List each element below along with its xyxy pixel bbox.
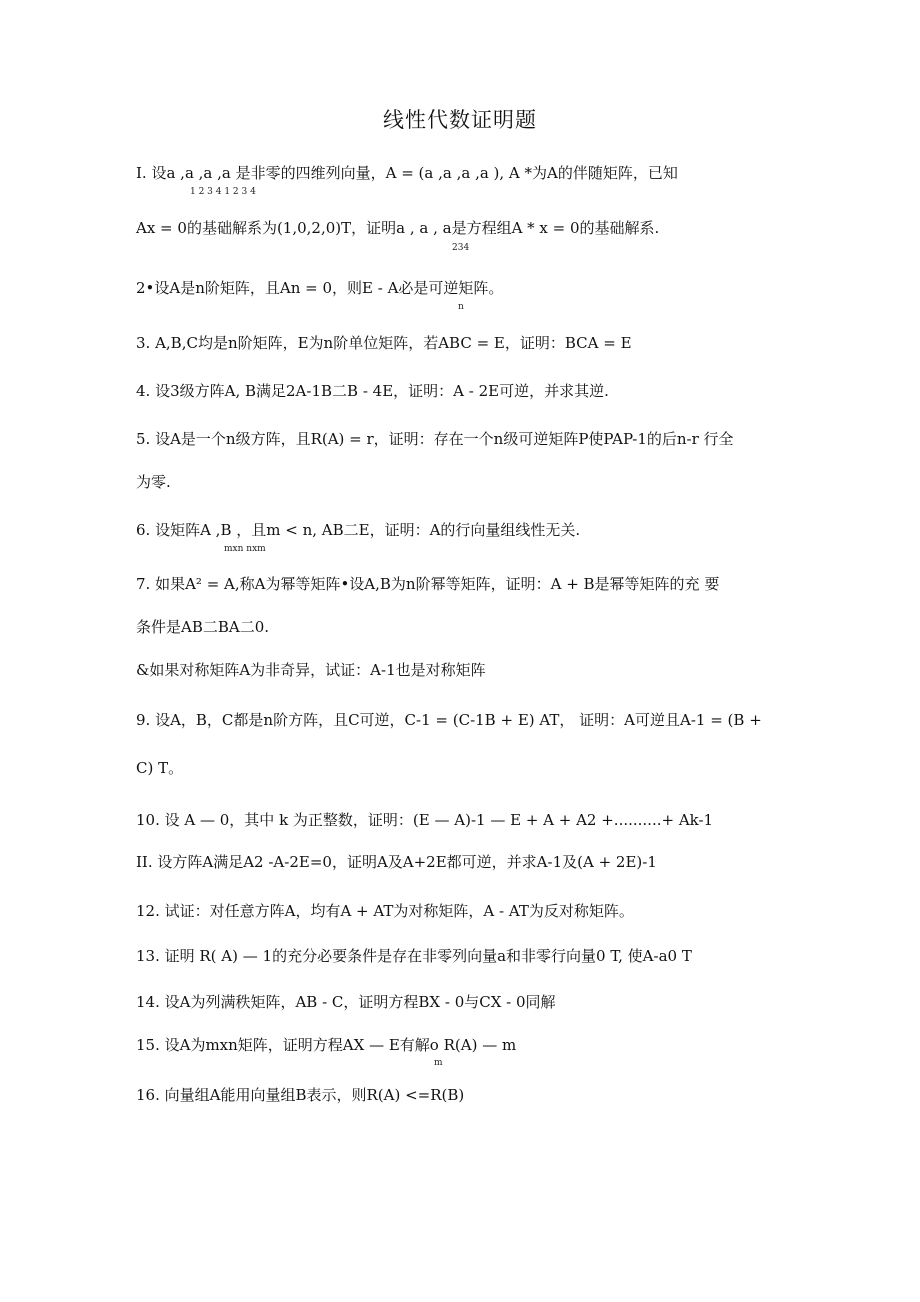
- problem-6: 6. 设矩阵A ,B ，且m < n, AB二E，证明：A的行向量组线性无关.: [136, 521, 581, 539]
- problem-6-subscripts: mxn nxm: [224, 544, 266, 554]
- problem-5-line-2: 为零.: [136, 473, 171, 491]
- problem-9-line-2: C) T。: [136, 759, 184, 777]
- problem-12: 12. 试证：对任意方阵A，均有A + AT为对称矩阵，A - AT为反对称矩阵。: [136, 902, 634, 920]
- problem-15: 15. 设A为mxn矩阵，证明方程AX — E有解o R(A) — m: [136, 1036, 517, 1054]
- problem-5-line-1: 5. 设A是一个n级方阵，且R(A) = r，证明：存在一个n级可逆矩阵P使PAP-1的后n-r 行全: [136, 430, 734, 448]
- problem-13: 13. 证明 R( A) — 1的充分必要条件是存在非零列向量a和非零行向量0 T, 使A-a0 T: [136, 947, 692, 965]
- problem-15-subscript: m: [434, 1058, 443, 1068]
- problem-10: 10. 设 A — 0，其中 k 为正整数，证明：(E — A)-1 — E + A + A2 +..........+ Ak-1: [136, 811, 714, 829]
- problem-1-subscripts: 1 2 3 4 1 2 3 4: [190, 187, 256, 197]
- problem-3: 3. A,B,C均是n阶矩阵，E为n阶单位矩阵，若ABC = E，证明：BCA = E: [136, 334, 632, 352]
- page-title: 线性代数证明题: [383, 108, 537, 132]
- problem-7-line-1: 7. 如果A² = A,称A为幂等矩阵•设A,B为n阶幂等矩阵，证明：A + B是幂等矩阵的充 要: [136, 575, 720, 593]
- problem-8: &如果对称矩阵A为非奇异，试证：A-1也是对称矩阵: [136, 661, 486, 679]
- problem-1-line-2: Ax = 0的基础解系为(1,0,2,0)T，证明a , a , a是方程组A * x = 0的基础解系.: [136, 219, 660, 237]
- problem-14: 14. 设A为列满秩矩阵，AB - C，证明方程BX - 0与CX - 0同解: [136, 993, 556, 1011]
- problem-2: 2•设A是n阶矩阵，且An = 0，则E - A必是可逆矩阵。: [136, 279, 504, 297]
- problem-1-line-1: I. 设a ,a ,a ,a 是非零的四维列向量，A = (a ,a ,a ,a ), A *为A的伴随矩阵，已知: [136, 164, 678, 182]
- problem-1-line-2-subscripts: 234: [452, 243, 470, 253]
- problem-11: II. 设方阵A满足A2 -A-2E=0，证明A及A+2E都可逆，并求A-1及(A + 2E)-1: [136, 853, 657, 871]
- problem-16: 16. 向量组A能用向量组B表示，则R(A) <=R(B): [136, 1086, 465, 1104]
- problem-9-line-1: 9. 设A，B，C都是n阶方阵，且C可逆，C-1 = (C-1B + E) AT， 证明：A可逆且A-1 = (B +: [136, 711, 762, 729]
- problem-2-subscript: n: [458, 302, 464, 312]
- problem-7-line-2: 条件是AB二BA二0.: [136, 618, 270, 636]
- problem-4: 4. 设3级方阵A, B满足2A-1B二B - 4E，证明：A - 2E可逆，并求其逆.: [136, 382, 609, 400]
